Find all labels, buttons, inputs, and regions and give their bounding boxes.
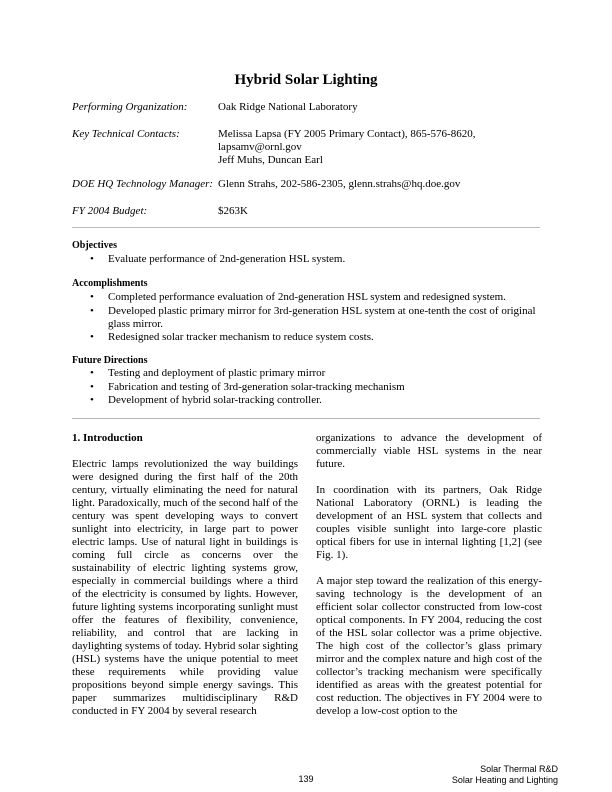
page-title: Hybrid Solar Lighting: [234, 72, 378, 88]
meta-label: FY 2004 Budget:: [72, 205, 148, 217]
paragraph: Electric lamps revolutionized the way buildings were designed during the first half of the 20th century, virtually eliminating the need for natural light. Paradoxically, much of the second half of the century was spent developing ways to convert sunlight into electricity, in large part to power electric lamps. Use of natural light in buildings is coming full circle as concerns over the sustainability of electric lighting systems grow, especially in commercial buildings where a third of the electricity is consumed by lights. However, future lighting systems incorporating sunlight must offer the features of flexibility, convenience, reliability, and control that are lacking in daylighting systems of today. Hybrid solar sighting (HSL) systems have the unique potential to meet these requirements while providing value propositions beyond simple energy savings. This paper summarizes multidisciplinary R&D conducted in FY 2004 by several research: [72, 458, 298, 717]
paragraph: organizations to advance the development of commercially viable HSL systems in the near future.: [316, 432, 542, 470]
list-item: • Fabrication and testing of 3rd-generation solar-tracking mechanism: [72, 381, 540, 394]
contact-email: lapsamv@ornl.gov: [218, 141, 302, 153]
meta-label: DOE HQ Technology Manager:: [72, 178, 214, 190]
objectives-list: [72, 253, 540, 267]
paragraph: In coordination with its partners, Oak Ridge National Laboratory (ORNL) is leading the development of an HSL system that collects and couples visible sunlight into large-core plastic optical fibers for use in internal lighting [1,2] (see Fig. 1).: [316, 484, 542, 561]
page-number: 139: [298, 774, 314, 784]
list-item: • Developed plastic primary mirror for 3rd-generation HSL system at one-tenth the cost of original glass mirror.: [72, 305, 540, 331]
accomplishments-list: [72, 291, 540, 345]
body-column-left: [72, 432, 298, 731]
future-directions-list: [72, 367, 540, 408]
footer-line: Solar Heating and Lighting: [451, 775, 558, 785]
footer-line: Solar Thermal R&D: [480, 764, 558, 774]
meta-value: $263K: [218, 205, 248, 217]
paragraph: A major step toward the realization of this energy-saving technology is the development of an efficient solar collector constructed from low-cost optical components. In FY 2004, reducing the cost of the HSL solar collector was a prime objective. The high cost of the collector’s glass primary mirror and the complex nature and high cost of the collector’s tracking mechanism were specifically identified as areas with the greatest potential for cost reduction. The objectives in FY 2004 were to develop a low-cost option to the: [316, 575, 542, 717]
list-item: • Testing and deployment of plastic primary mirror: [72, 367, 540, 380]
section-heading: 1. Introduction: [72, 432, 143, 444]
running-footer: [452, 764, 558, 786]
meta-label: Performing Organization:: [72, 101, 188, 113]
body-column-right: [316, 432, 542, 731]
meta-value: Oak Ridge National Laboratory: [218, 101, 358, 113]
accomplishments-heading: Accomplishments: [72, 278, 148, 289]
list-item: • Development of hybrid solar-tracking controller.: [72, 394, 540, 407]
meta-value: Glenn Strahs, 202-586-2305, glenn.strahs@hq.doe.gov: [218, 178, 461, 190]
objectives-heading: Objectives: [72, 240, 117, 251]
divider: [72, 227, 540, 228]
list-item: • Completed performance evaluation of 2nd-generation HSL system and redesigned system.: [72, 291, 540, 304]
future-directions-heading: Future Directions: [72, 355, 148, 366]
list-item: • Redesigned solar tracker mechanism to reduce system costs.: [72, 331, 540, 344]
meta-value: Melissa Lapsa (FY 2005 Primary Contact), 865-576-8620,: [218, 128, 476, 140]
divider: [72, 418, 540, 419]
meta-label: Key Technical Contacts:: [72, 128, 180, 140]
list-item: • Evaluate performance of 2nd-generation HSL system.: [72, 253, 540, 266]
meta-value: Jeff Muhs, Duncan Earl: [218, 154, 323, 166]
